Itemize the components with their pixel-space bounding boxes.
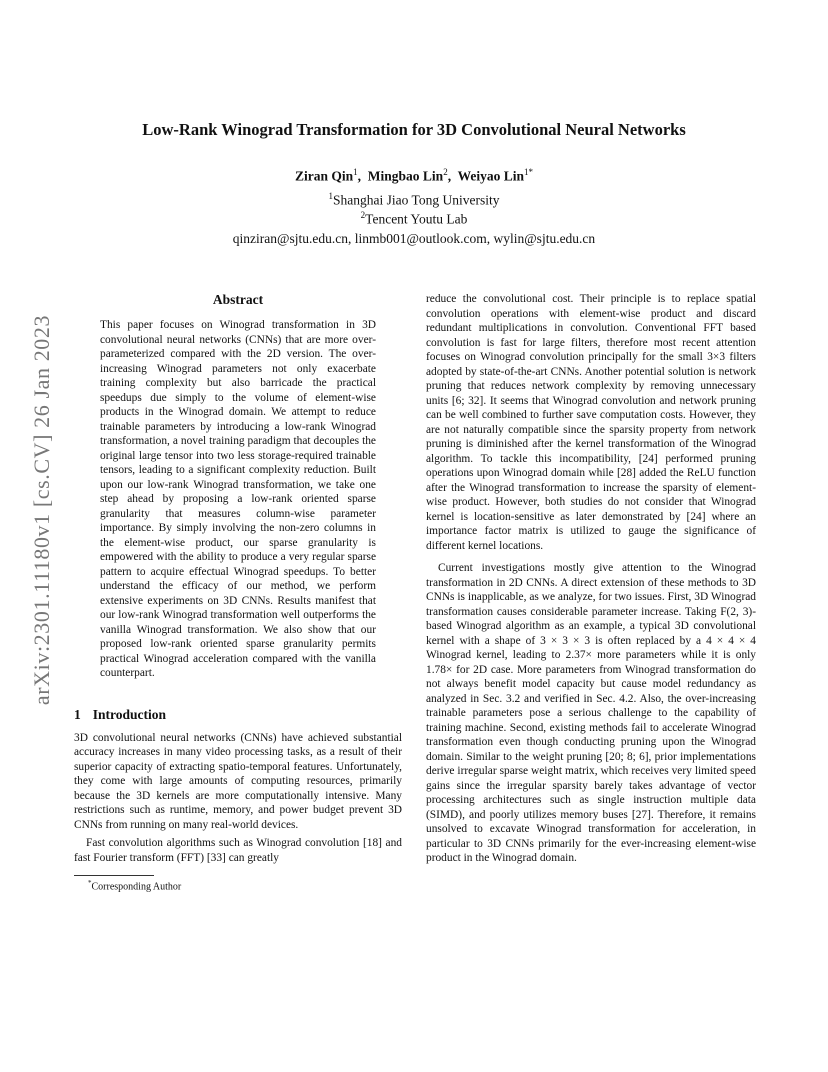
abstract-section (74, 318, 402, 681)
footnote-rule (74, 875, 154, 876)
author-name: Ziran Qin (295, 168, 354, 184)
footnote-text: Corresponding Author (91, 881, 182, 893)
author-affil-mark: 1 (353, 167, 358, 177)
affiliation (0, 191, 828, 209)
author-emails: qinziran@sjtu.edu.cn, linmb001@outlook.com, wylin@sjtu.edu.cn (232, 231, 596, 246)
affiliation-name: Shanghai Jiao Tong University (333, 192, 500, 208)
arxiv-stamp (26, 290, 58, 730)
author-name: Mingbao Lin (367, 168, 444, 184)
author-affil-mark: 1* (523, 167, 533, 177)
paper-title: Low-Rank Winograd Transformation for 3D Convolutional Neural Networks (142, 120, 686, 139)
section-title: Introduction (92, 706, 167, 722)
right-column (426, 292, 756, 866)
intro-paragraph: Fast convolution algorithms such as Winograd convolution [18] and fast Fourier transform (FFT) [33] can greatly (74, 837, 402, 864)
affiliation (0, 210, 828, 228)
affiliation-name: Tencent Youtu Lab (365, 211, 468, 227)
author-affil-mark: 2 (443, 167, 448, 177)
section-number: 1 (74, 706, 81, 722)
section-heading-introduction (74, 707, 402, 723)
intro-paragraph: 3D convolutional neural networks (CNNs) have achieved substantial accuracy increases in many video processing tasks, as a result of their superior capacity of extracting spatio-temporal features. Unfortunately, they come with large amounts of computing resources, primarily because the 3D kernels are more computationally intensive. Many restrictions such as runtime, memory, and power budget prevent 3D CNNs from running on many real-world devices. (74, 731, 402, 831)
affiliation-mark: 1 (328, 191, 334, 201)
footnote (74, 879, 402, 892)
author-name: Weiyao Lin (457, 168, 524, 184)
abstract-text: This paper focuses on Winograd transformation in 3D convolutional neural networks (CNNs) that are more over-parameterized compared with the 2D version. The over-increasing Winograd parameters not only exacerbate training complexity but also barricade the practical speedups due simply to the volume of element-wise products in the Winograd domain. We attempt to reduce trainable parameters by introducing a low-rank Winograd transformation, a novel training paradigm that decouples the original large tensor into two less storage-required trainable tensors, leading to a significant complexity reduction. Built upon our low-rank Winograd transformation, we take one step ahead by proposing a low-rank oriented sparse granularity that measures column-wise parameter importance. By simply involving the non-zero columns in the element-wise product, our sparse granularity is empowered with the ability to produce a very regular sparse pattern to acquire effectual Winograd speedups. To better understand the efficacy of our method, we perform extensive experiments on 3D CNNs. Results manifest that our low-rank Winograd transformation well outperforms the vanilla Winograd transformation. We also show that our proposed low-rank oriented sparse granularity permits practical Winograd acceleration compared with the vanilla counterpart. (100, 319, 376, 679)
affiliation-mark: 2 (360, 210, 366, 220)
left-column (74, 292, 402, 892)
paragraph-gap (426, 553, 756, 561)
author-list: Ziran Qin$^1$, Mingbao Lin$^2$, Weiyao Lin$^{1*}$ (295, 167, 533, 184)
footnote-mark: * (88, 879, 92, 887)
arxiv-stamp-text: arXiv:2301.11180v1 [cs.CV] 26 Jan 2023 (29, 314, 54, 706)
abstract-heading: Abstract (212, 292, 264, 307)
body-paragraph: Current investigations mostly give attention to the Winograd transformation in 2D CNNs. A direct extension of these methods to 3D CNNs is inapplicable, as we analyze, for two issues. First, 3D Winograd transformation causes considerable parameter increase. Taking F(2, 3)-based Winograd algorithm as an example, a typical 3D convolutional kernel with a shape of 3 × 3 × 3 is often replaced by a 4 × 4 × 4 Winograd kernel, leading to 2.37× more parameters while it is only 1.78× for 2D case. More parameters from Winograd transformation do not always benefit model capacity but cause model redundancy as analyzed in Sec. 3.2 and verified in Sec. 4.2. Also, the over-increasing trainable parameters pose a serious challenge to the capability of training machine. Second, existing methods fail to accelerate Winograd transformation even though conducting pruning upon the Winograd domain. Similar to the weight pruning [20; 8; 6], prior implementations derive irregular sparse weight matrix, which receives very limited speed gains since the irregular sparsity barely takes advantage of vector processing architectures such as single instruction multiple data (SIMD), and poorly utilizes memory buses [27]. Therefore, it remains unsolved to excavate Winograd transformation for acceleration, in particular to 3D CNNs primarily for the ever-increasing element-wise product in the Winograd domain. (426, 562, 756, 864)
body-paragraph: reduce the convolutional cost. Their principle is to replace spatial convolution operations with element-wise product and discard redundant multiplications in convolution. Conventional FFT based convolution is fast for large filters, therefore most recent attention focuses on Winograd convolution principally for the small 3×3 filters adopted by state-of-the-art CNNs. Another potential solution is network pruning that reduces network complexity by removing unnecessary units [6; 32]. It seems that Winograd convolution and network pruning can be well combined to further save computation costs. However, they are not naturally compatible since the sparsity property from network pruning is diminished after the kernel transformation of the Winograd algorithm. To tackle this incompatibility, [24] performed pruning operations upon Winograd domain while [28] added the ReLU function after the Winograd transformation to increase the sparsity of element-wise product. However, both studies do not consider that Winograd kernel is location-sensitive as later demonstrated by [24] where an importance factor matrix is utilized to gauge the significance of different kernel locations. (426, 293, 756, 552)
